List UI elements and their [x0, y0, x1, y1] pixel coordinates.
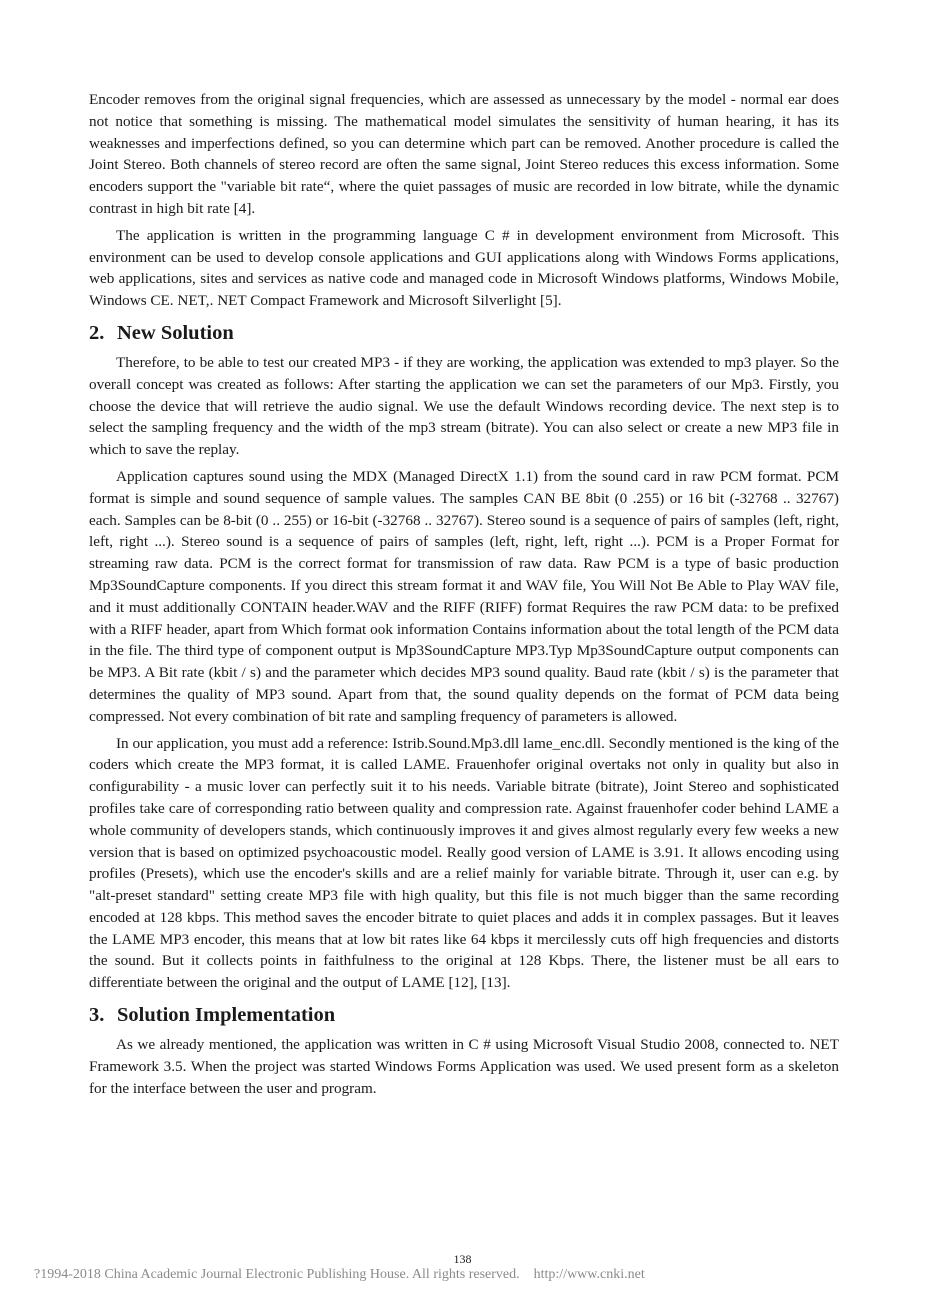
paragraph: Therefore, to be able to test our created MP3 - if they are working, the application was extended to mp3 player. So the overall concept was created as follows: After starting the application we can set the parameters of our Mp3. Firstly, you choose the device that will retrieve the audio signal. We use the default Windows recording device. The next step is to select the sampling frequency and the width of the mp3 stream (bitrate). You can also select or create a new MP3 file in which to save the replay. — [89, 353, 839, 459]
footer-url: http://www.cnki.net — [533, 1267, 645, 1282]
paragraph: Application captures sound using the MDX (Managed DirectX 1.1) from the sound card in raw PCM format. PCM format is simple and sound sequence of sample values. The samples CAN BE 8bit (0 .255) or 16 bit (-32768 .. 32767) each. Samples can be 8-bit (0 .. 255) or 16-bit (-32768 .. 32767). Stereo sound is a sequence of pairs of samples (left, right, left, right ...). Stereo sound is a sequence of pairs of samples (left, right, left, right ...). PCM is a Proper Format for streaming raw data. PCM is the correct format for transmission of raw data. Raw PCM is a type of basic production Mp3SoundCapture components. If you direct this stream format it and WAV file, You Will Not Be Able to Play WAV file, and it must additionally CONTAIN header.WAV and the RIFF (RIFF) format Requires the raw PCM data: to be prefixed with a RIFF header, apart from Which format ook information Contains information about the total length of the PCM data in the file. The third type of component output is Mp3SoundCapture MP3.Typ Mp3SoundCapture output components can be MP3. A Bit rate (kbit / s) and the parameter which decides MP3 sound quality. Baud rate (kbit / s) is the parameter that determines the quality of MP3 sound. Apart from that, the sound quality depends on the format of PCM data being compressed. Not every combination of bit rate and sampling frequency of parameters is allowed. — [89, 467, 839, 725]
footer-copyright: ?1994-2018 China Academic Journal Electronic Publishing House. All rights reserved. — [34, 1267, 520, 1282]
page-content — [89, 89, 839, 1104]
section-heading-new-solution — [89, 320, 839, 346]
section-heading-solution-implementation — [89, 1002, 839, 1028]
section-title: New Solution — [117, 321, 234, 344]
paragraph: Encoder removes from the original signal frequencies, which are assessed as unnecessary by the model - normal ear does not notice that something is missing. The mathematical model simulates the sensitivity of human hearing, it has its weaknesses and imperfections defined, so you can determine which part can be removed. Another procedure is called the Joint Stereo. Both channels of stereo record are often the same signal, Joint Stereo reduces this excess information. Some encoders support the "variable bit rate“, where the quiet passages of music are recorded in low bitrate, while the dynamic contrast in high bit rate [4]. — [89, 91, 839, 217]
section-title: Solution Implementation — [117, 1004, 336, 1027]
paragraph: In our application, you must add a reference: Istrib.Sound.Mp3.dll lame_enc.dll. Secondly mentioned is the king of the coders which create the MP3 format, it is called LAME. Frauenhofer original overtaks not only in quality but also in configurability - a music lover can perfectly suit it to his needs. Variable bitrate (bitrate), Joint Stereo and sophisticated profiles take care of corresponding ratio between quality and compression rate. Against frauenhofer coder behind LAME a whole community of developers stands, which continuously improves it and gives almost regularly every few weeks a new version that is based on optimized psychoacoustic model. Really good version of LAME is 3.91. It allows encoding using profiles (Presets), which use the encoder's skills and are a relief mainly for variable bitrate. Through it, user can e.g. by "alt-preset standard" setting create MP3 file with high quality, but this file is not much bigger than the same recording encoded at 128 kbps. This method saves the encoder bitrate to quiet places and adds it in complex passages. But it leaves the LAME MP3 encoder, this means that at low bit rates like 64 kbps it mercilessly cuts off high frequencies and distorts the sound. But it collects points in faithfulness to the original at 128 Kbps. There, the listener must be all ears to differentiate between the original and the output of LAME [12], [13]. — [89, 734, 839, 992]
footer — [34, 1267, 894, 1283]
page-number: 138 — [453, 1252, 472, 1266]
section-number: 3. — [89, 1004, 105, 1027]
section-number: 2. — [89, 321, 105, 344]
paragraph: The application is written in the programming language C # in development environment from Microsoft. This environment can be used to develop console applications and GUI applications along with Windows Forms applications, web applications, sites and services as native code and managed code in Microsoft Windows platforms, Windows Mobile, Windows CE. NET,. NET Compact Framework and Microsoft Silverlight [5]. — [89, 226, 839, 310]
paragraph: As we already mentioned, the application was written in C # using Microsoft Visual Studio 2008, connected to. NET Framework 3.5. When the project was started Windows Forms Application was used. We used present form as a skeleton for the interface between the user and program. — [89, 1036, 839, 1097]
